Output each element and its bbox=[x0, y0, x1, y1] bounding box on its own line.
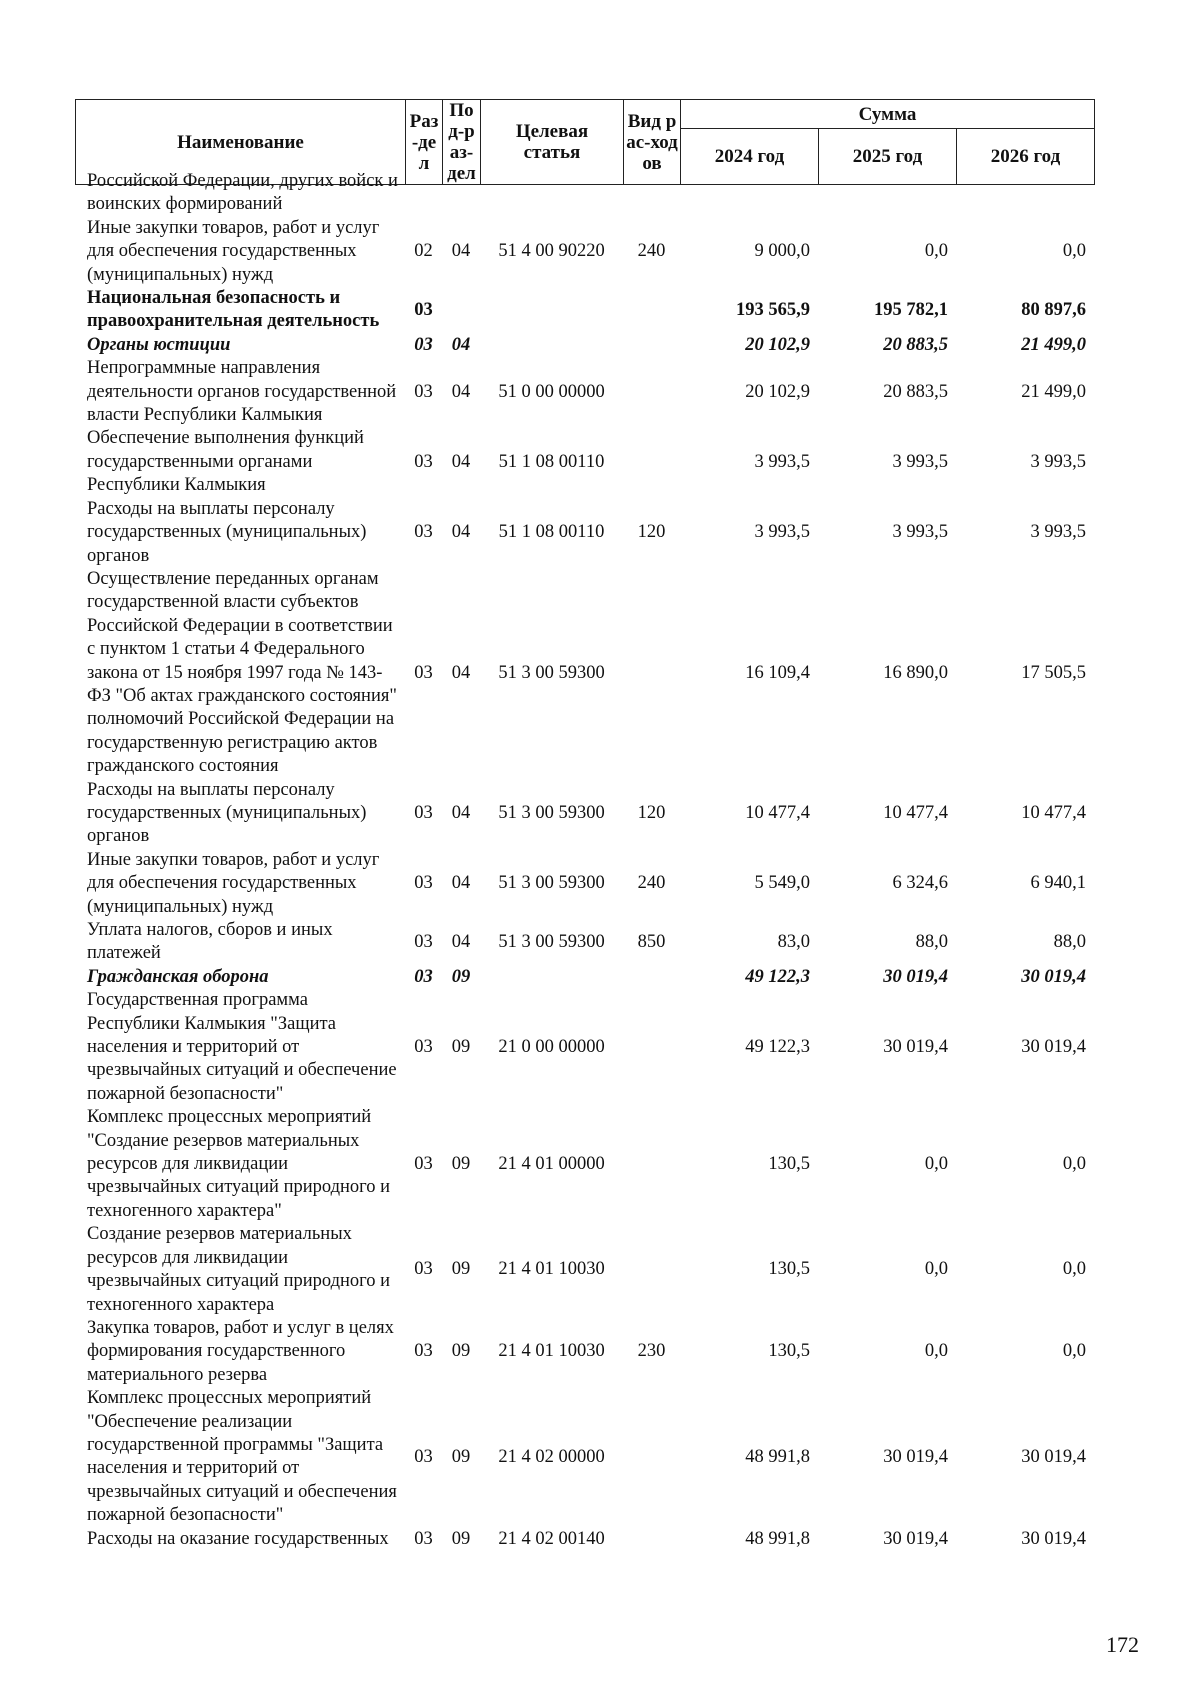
row-sum-2026: 30 019,4 bbox=[1021, 1446, 1086, 1467]
row-celevaya: 51 0 00 00000 bbox=[498, 381, 605, 402]
row-sum-2026: 0,0 bbox=[1062, 1154, 1086, 1175]
table-row bbox=[75, 217, 1094, 287]
row-celevaya: 21 4 01 10030 bbox=[498, 1341, 605, 1362]
row-vid: 120 bbox=[637, 802, 666, 823]
row-razdel: 02 bbox=[414, 241, 433, 262]
row-sum-2026: 6 940,1 bbox=[1030, 873, 1086, 894]
row-vid: 240 bbox=[637, 241, 666, 262]
row-sum-2025: 3 993,5 bbox=[892, 522, 948, 543]
row-name: Национальная безопасность и правоохранительная деятельность bbox=[87, 288, 380, 332]
table-row bbox=[75, 287, 1094, 334]
row-podrazdel: 04 bbox=[451, 334, 471, 355]
row-vid bbox=[623, 966, 680, 989]
header-2024: 2024 год bbox=[681, 129, 819, 185]
row-podrazdel: 04 bbox=[451, 662, 471, 683]
row-name: Расходы на выплаты персоналу государственных (муниципальных) органов bbox=[87, 779, 367, 847]
row-celevaya bbox=[480, 334, 623, 357]
row-sum-2026: 80 897,6 bbox=[1021, 299, 1086, 320]
row-sum-2025: 6 324,6 bbox=[892, 873, 948, 894]
row-name: Российской Федерации, других войск и воинских формирований bbox=[87, 171, 398, 215]
row-celevaya: 51 4 00 90220 bbox=[498, 241, 605, 262]
row-vid: 230 bbox=[637, 1341, 666, 1362]
row-razdel: 03 bbox=[414, 1037, 433, 1058]
row-razdel: 03 bbox=[414, 966, 433, 987]
row-name: Обеспечение выполнения функций государственными органами Республики Калмыкия bbox=[87, 428, 364, 496]
row-celevaya: 21 4 01 10030 bbox=[498, 1259, 605, 1280]
row-name: Органы юстиции bbox=[87, 334, 231, 355]
row-sum-2025: 0,0 bbox=[924, 1259, 948, 1280]
row-vid bbox=[623, 1528, 680, 1551]
table-row bbox=[75, 170, 1094, 217]
row-podrazdel: 09 bbox=[451, 1528, 471, 1549]
row-razdel: 03 bbox=[414, 931, 433, 952]
row-razdel: 03 bbox=[414, 1341, 433, 1362]
table-row bbox=[75, 989, 1094, 1106]
table-row bbox=[75, 568, 1094, 779]
row-name: Комплекс процессных мероприятий "Обеспечение реализации государственной программы "Защита населения и территорий от чрезвычайных ситуаций и обеспечения пожарной безопасности" bbox=[87, 1388, 397, 1526]
row-razdel: 03 bbox=[414, 334, 433, 355]
budget-table bbox=[75, 170, 1094, 1551]
table-row bbox=[75, 849, 1094, 919]
row-sum-2025: 30 019,4 bbox=[883, 1528, 948, 1549]
row-sum-2024: 49 122,3 bbox=[745, 966, 810, 987]
table-row bbox=[75, 966, 1094, 989]
row-name: Комплекс процессных мероприятий "Создание резервов материальных ресурсов для ликвидации чрезвычайных ситуаций природного и техногенного характера" bbox=[87, 1107, 391, 1221]
row-celevaya bbox=[480, 170, 623, 217]
table-row bbox=[75, 1317, 1094, 1387]
row-podrazdel: 04 bbox=[451, 522, 471, 543]
header-razdel-text: Раз-дел bbox=[409, 110, 439, 174]
table-row bbox=[75, 357, 1094, 427]
row-vid bbox=[623, 1106, 680, 1223]
row-sum-2026: 0,0 bbox=[1062, 1341, 1086, 1362]
row-sum-2024: 20 102,9 bbox=[745, 334, 810, 355]
row-celevaya: 51 3 00 59300 bbox=[498, 662, 605, 683]
row-podrazdel: 04 bbox=[451, 241, 471, 262]
row-podrazdel: 09 bbox=[451, 1154, 471, 1175]
header-vid-text: Вид рас-ходов bbox=[626, 110, 678, 174]
row-podrazdel: 09 bbox=[451, 1341, 471, 1362]
row-sum-2026: 30 019,4 bbox=[1021, 1528, 1086, 1549]
row-celevaya: 51 1 08 00110 bbox=[498, 451, 605, 472]
row-vid bbox=[623, 357, 680, 427]
row-podrazdel: 09 bbox=[451, 1446, 471, 1467]
row-sum-2026: 17 505,5 bbox=[1021, 662, 1086, 683]
row-name: Иные закупки товаров, работ и услуг для обеспечения государственных (муниципальных) нужд bbox=[87, 217, 380, 285]
row-sum-2024: 3 993,5 bbox=[754, 451, 810, 472]
row-sum-2025: 30 019,4 bbox=[883, 1446, 948, 1467]
header-celevaya: Целевая статья bbox=[481, 100, 624, 185]
row-celevaya: 21 4 01 00000 bbox=[498, 1154, 605, 1175]
row-sum-2024 bbox=[680, 170, 818, 217]
row-razdel: 03 bbox=[414, 451, 433, 472]
row-name: Закупка товаров, работ и услуг в целях формирования государственного материального резерва bbox=[87, 1317, 394, 1385]
row-vid bbox=[623, 170, 680, 217]
row-vid bbox=[623, 334, 680, 357]
row-name: Гражданская оборона bbox=[87, 966, 269, 987]
table-row bbox=[75, 1387, 1094, 1527]
row-sum-2024: 49 122,3 bbox=[745, 1037, 810, 1058]
row-sum-2025: 10 477,4 bbox=[883, 802, 948, 823]
row-sum-2024: 193 565,9 bbox=[736, 299, 810, 320]
row-name: Государственная программа Республики Калмыкия "Защита населения и территорий от чрезвычайных ситуаций и обеспечение пожарной безопасности" bbox=[87, 990, 397, 1104]
row-sum-2024: 130,5 bbox=[768, 1259, 810, 1280]
row-razdel: 03 bbox=[414, 802, 433, 823]
row-podrazdel: 04 bbox=[451, 451, 471, 472]
row-sum-2026: 3 993,5 bbox=[1030, 451, 1086, 472]
row-podrazdel bbox=[442, 287, 480, 334]
header-2026: 2026 год bbox=[957, 129, 1095, 185]
row-razdel: 03 bbox=[414, 381, 433, 402]
row-sum-2026 bbox=[956, 170, 1094, 217]
row-sum-2026: 21 499,0 bbox=[1021, 334, 1086, 355]
row-vid bbox=[623, 568, 680, 779]
row-sum-2026: 0,0 bbox=[1062, 241, 1086, 262]
row-vid: 850 bbox=[637, 931, 666, 952]
row-sum-2025: 0,0 bbox=[924, 241, 948, 262]
header-podrazdel-text: Под-раз-дел bbox=[447, 100, 476, 184]
row-razdel: 03 bbox=[414, 1259, 433, 1280]
table-row bbox=[75, 334, 1094, 357]
row-vid bbox=[623, 1223, 680, 1317]
row-sum-2026: 30 019,4 bbox=[1021, 966, 1086, 987]
row-sum-2024: 48 991,8 bbox=[745, 1528, 810, 1549]
row-sum-2024: 130,5 bbox=[768, 1154, 810, 1175]
table-row bbox=[75, 1106, 1094, 1223]
row-sum-2026: 10 477,4 bbox=[1021, 802, 1086, 823]
row-sum-2026: 88,0 bbox=[1053, 931, 1086, 952]
row-razdel: 03 bbox=[414, 1154, 433, 1175]
row-razdel: 03 bbox=[414, 873, 433, 894]
row-razdel bbox=[405, 170, 442, 217]
row-celevaya bbox=[480, 966, 623, 989]
row-podrazdel: 04 bbox=[451, 873, 471, 894]
row-razdel: 03 bbox=[414, 1528, 433, 1549]
row-sum-2025: 0,0 bbox=[924, 1154, 948, 1175]
row-name: Осуществление переданных органам государственной власти субъектов Российской Федерации в соответствии с пунктом 1 статьи 4 Федерального закона от 15 ноября 1997 года № 143-ФЗ "Об актах гражданского состояния" полномочий Российской Федерации на государственную регистрацию актов гражданского состояния bbox=[87, 568, 397, 777]
row-sum-2025: 195 782,1 bbox=[874, 299, 948, 320]
row-name: Непрограммные направления деятельности органов государственной власти Республики Калмыкия bbox=[87, 358, 397, 426]
table-row bbox=[75, 1528, 1094, 1551]
header-summa: Сумма bbox=[681, 100, 1095, 129]
row-vid bbox=[623, 427, 680, 497]
table-row bbox=[75, 779, 1094, 849]
row-sum-2026: 30 019,4 bbox=[1021, 1037, 1086, 1058]
row-vid bbox=[623, 287, 680, 334]
row-podrazdel: 04 bbox=[451, 381, 471, 402]
row-name: Иные закупки товаров, работ и услуг для обеспечения государственных (муниципальных) нужд bbox=[87, 849, 380, 917]
row-sum-2024: 5 549,0 bbox=[754, 873, 810, 894]
row-sum-2025: 30 019,4 bbox=[883, 1037, 948, 1058]
row-razdel: 03 bbox=[414, 1446, 433, 1467]
table-body bbox=[75, 170, 1094, 1551]
row-name: Расходы на выплаты персоналу государственных (муниципальных) органов bbox=[87, 498, 367, 566]
row-sum-2025: 30 019,4 bbox=[883, 966, 948, 987]
row-celevaya: 21 0 00 00000 bbox=[498, 1037, 605, 1058]
row-sum-2024: 16 109,4 bbox=[745, 662, 810, 683]
table-row bbox=[75, 1223, 1094, 1317]
table-row bbox=[75, 919, 1094, 966]
header-2025: 2025 год bbox=[819, 129, 957, 185]
row-sum-2024: 20 102,9 bbox=[745, 381, 810, 402]
row-name: Расходы на оказание государственных bbox=[87, 1528, 389, 1549]
row-razdel: 03 bbox=[414, 299, 433, 320]
row-podrazdel: 09 bbox=[451, 966, 471, 987]
row-sum-2025: 3 993,5 bbox=[892, 451, 948, 472]
row-podrazdel: 09 bbox=[451, 1037, 471, 1058]
row-sum-2025: 20 883,5 bbox=[883, 334, 948, 355]
page-number: 172 bbox=[1106, 1632, 1139, 1657]
row-sum-2025: 0,0 bbox=[924, 1341, 948, 1362]
row-sum-2026: 21 499,0 bbox=[1021, 381, 1086, 402]
row-sum-2026: 3 993,5 bbox=[1030, 522, 1086, 543]
row-sum-2026: 0,0 bbox=[1062, 1259, 1086, 1280]
row-celevaya: 51 3 00 59300 bbox=[498, 931, 605, 952]
row-name: Уплата налогов, сборов и иных платежей bbox=[87, 920, 333, 964]
row-sum-2024: 48 991,8 bbox=[745, 1446, 810, 1467]
row-celevaya: 51 3 00 59300 bbox=[498, 873, 605, 894]
row-podrazdel: 04 bbox=[451, 802, 471, 823]
row-vid bbox=[623, 989, 680, 1106]
row-podrazdel: 09 bbox=[451, 1259, 471, 1280]
row-sum-2024: 130,5 bbox=[768, 1341, 810, 1362]
row-sum-2024: 3 993,5 bbox=[754, 522, 810, 543]
row-sum-2025 bbox=[818, 170, 956, 217]
row-razdel: 03 bbox=[414, 522, 433, 543]
row-celevaya: 21 4 02 00000 bbox=[498, 1446, 605, 1467]
row-sum-2025: 16 890,0 bbox=[883, 662, 948, 683]
row-podrazdel: 04 bbox=[451, 931, 471, 952]
row-vid: 120 bbox=[637, 522, 666, 543]
row-name: Создание резервов материальных ресурсов для ликвидации чрезвычайных ситуаций природного и техногенного характера bbox=[87, 1224, 391, 1315]
row-celevaya: 51 1 08 00110 bbox=[498, 522, 605, 543]
row-sum-2024: 10 477,4 bbox=[745, 802, 810, 823]
row-celevaya bbox=[480, 287, 623, 334]
table-row bbox=[75, 427, 1094, 497]
row-vid bbox=[623, 1387, 680, 1527]
row-vid: 240 bbox=[637, 873, 666, 894]
row-razdel: 03 bbox=[414, 662, 433, 683]
row-sum-2024: 83,0 bbox=[777, 931, 810, 952]
row-celevaya: 21 4 02 00140 bbox=[498, 1528, 605, 1549]
row-sum-2025: 20 883,5 bbox=[883, 381, 948, 402]
table-row bbox=[75, 498, 1094, 568]
header-name: Наименование bbox=[76, 100, 406, 185]
row-celevaya: 51 3 00 59300 bbox=[498, 802, 605, 823]
row-sum-2024: 9 000,0 bbox=[754, 241, 810, 262]
row-sum-2025: 88,0 bbox=[915, 931, 948, 952]
row-podrazdel bbox=[442, 170, 480, 217]
